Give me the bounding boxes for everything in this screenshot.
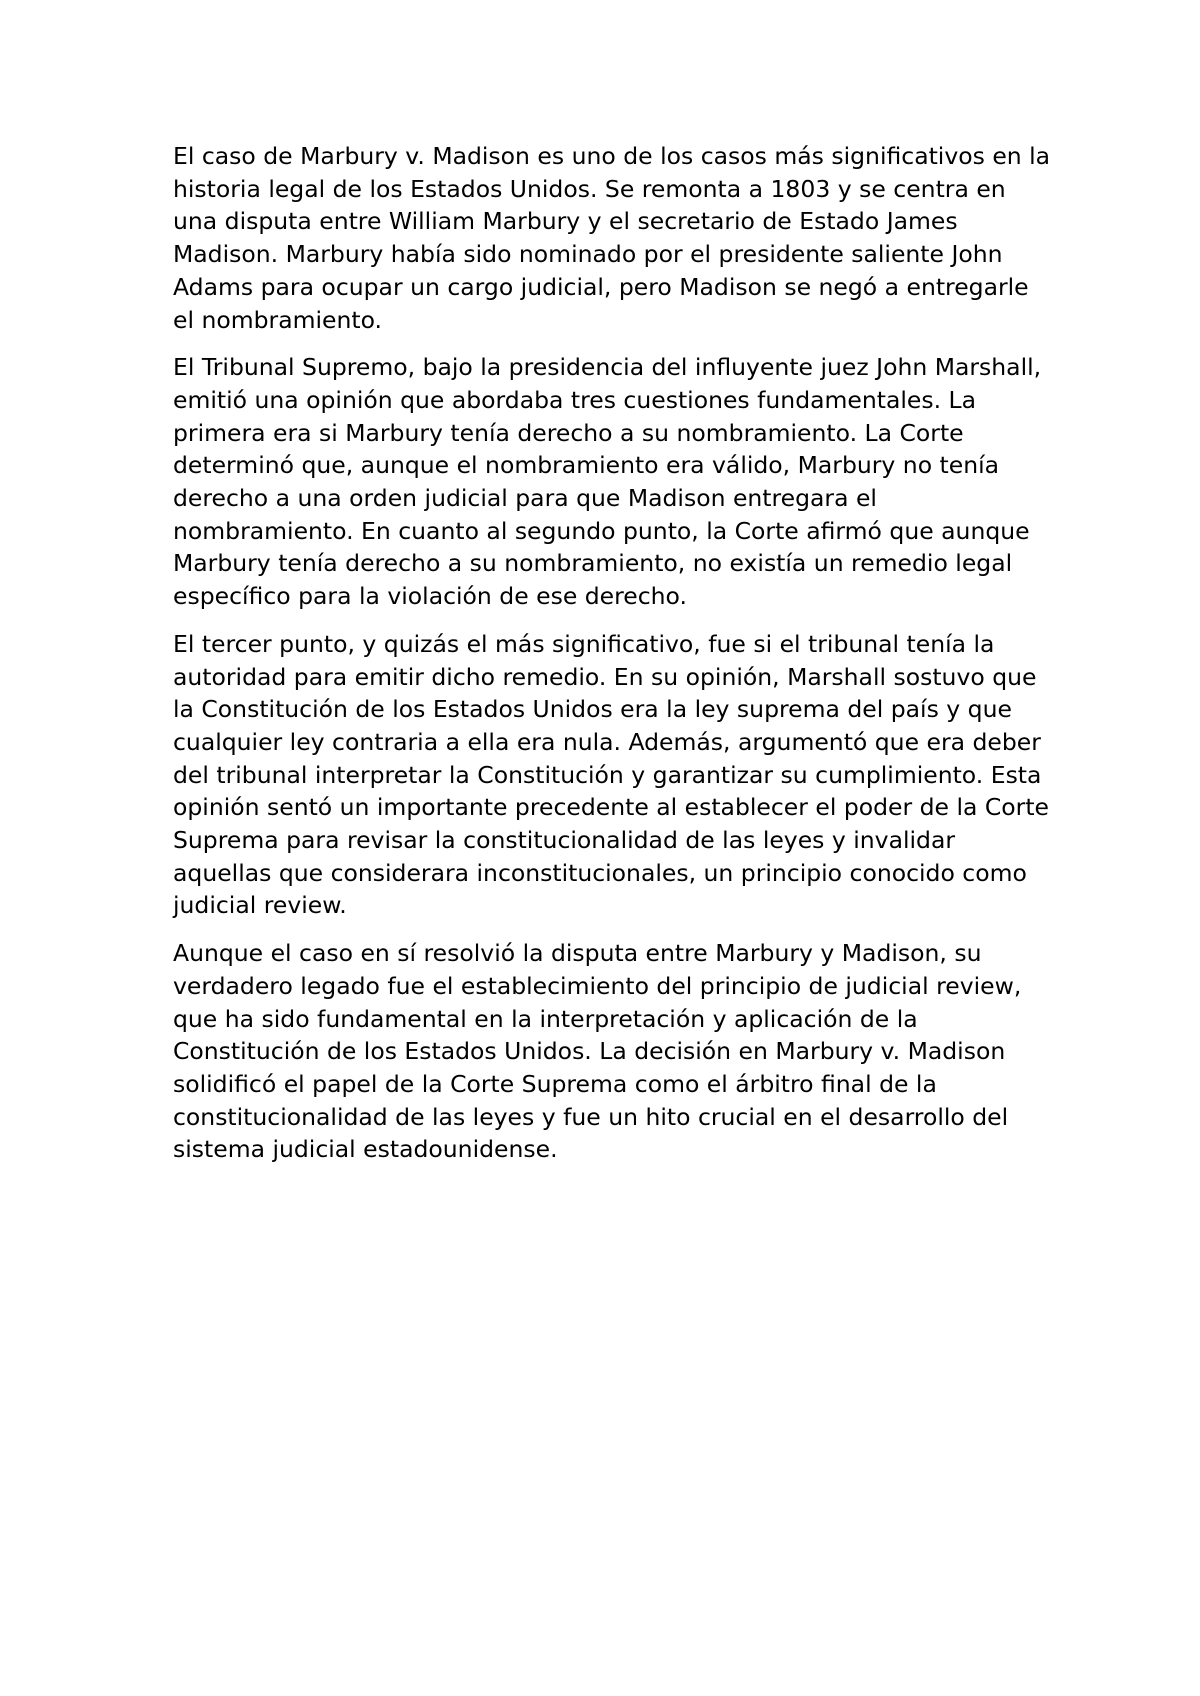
paragraph-2: El Tribunal Supremo, bajo la presidencia del influyente juez John Marshall, emitió una opinión que abordaba tres cuestiones fundamentales. La primera era si Marbury tenía derecho a su nombramiento. La Corte determinó que, aunque el nombramiento era válido, Marbury no tenía derecho a una orden judicial para que Madison entregara el nombramiento. En cuanto al segundo punto, la Corte afirmó que aunque Marbury tenía derecho a su nombramiento, no existía un remedio legal específico para la violación de ese derecho. bbox=[173, 353, 1042, 611]
paragraph-1: El caso de Marbury v. Madison es uno de los casos más significativos en la historia legal de los Estados Unidos. Se remonta a 1803 y se centra en una disputa entre William Marbury y el secretario de Estado James Madison. Marbury había sido nominado por el presidente saliente John Adams para ocupar un cargo judicial, pero Madison se negó a entregarle el nombramiento. bbox=[173, 142, 1051, 334]
document-body bbox=[173, 140, 1053, 1181]
paragraph-4: Aunque el caso en sí resolvió la disputa entre Marbury y Madison, su verdadero legado fue el establecimiento del principio de judicial review, que ha sido fundamental en la interpretación y aplicación de la Constitución de los Estados Unidos. La decisión en Marbury v. Madison solidificó el papel de la Corte Suprema como el árbitro final de la constitucionalidad de las leyes y fue un hito crucial en el desarrollo del sistema judicial estadounidense. bbox=[173, 939, 1022, 1164]
paragraph-3: El tercer punto, y quizás el más significativo, fue si el tribunal tenía la autoridad para emitir dicho remedio. En su opinión, Marshall sostuvo que la Constitución de los Estados Unidos era la ley suprema del país y que cualquier ley contraria a ella era nula. Además, argumentó que era deber del tribunal interpretar la Constitución y garantizar su cumplimiento. Esta opinión sentó un importante precedente al establecer el poder de la Corte Suprema para revisar la constitucionalidad de las leyes y invalidar aquellas que considerara inconstitucionales, un principio conocido como judicial review. bbox=[173, 629, 1049, 920]
